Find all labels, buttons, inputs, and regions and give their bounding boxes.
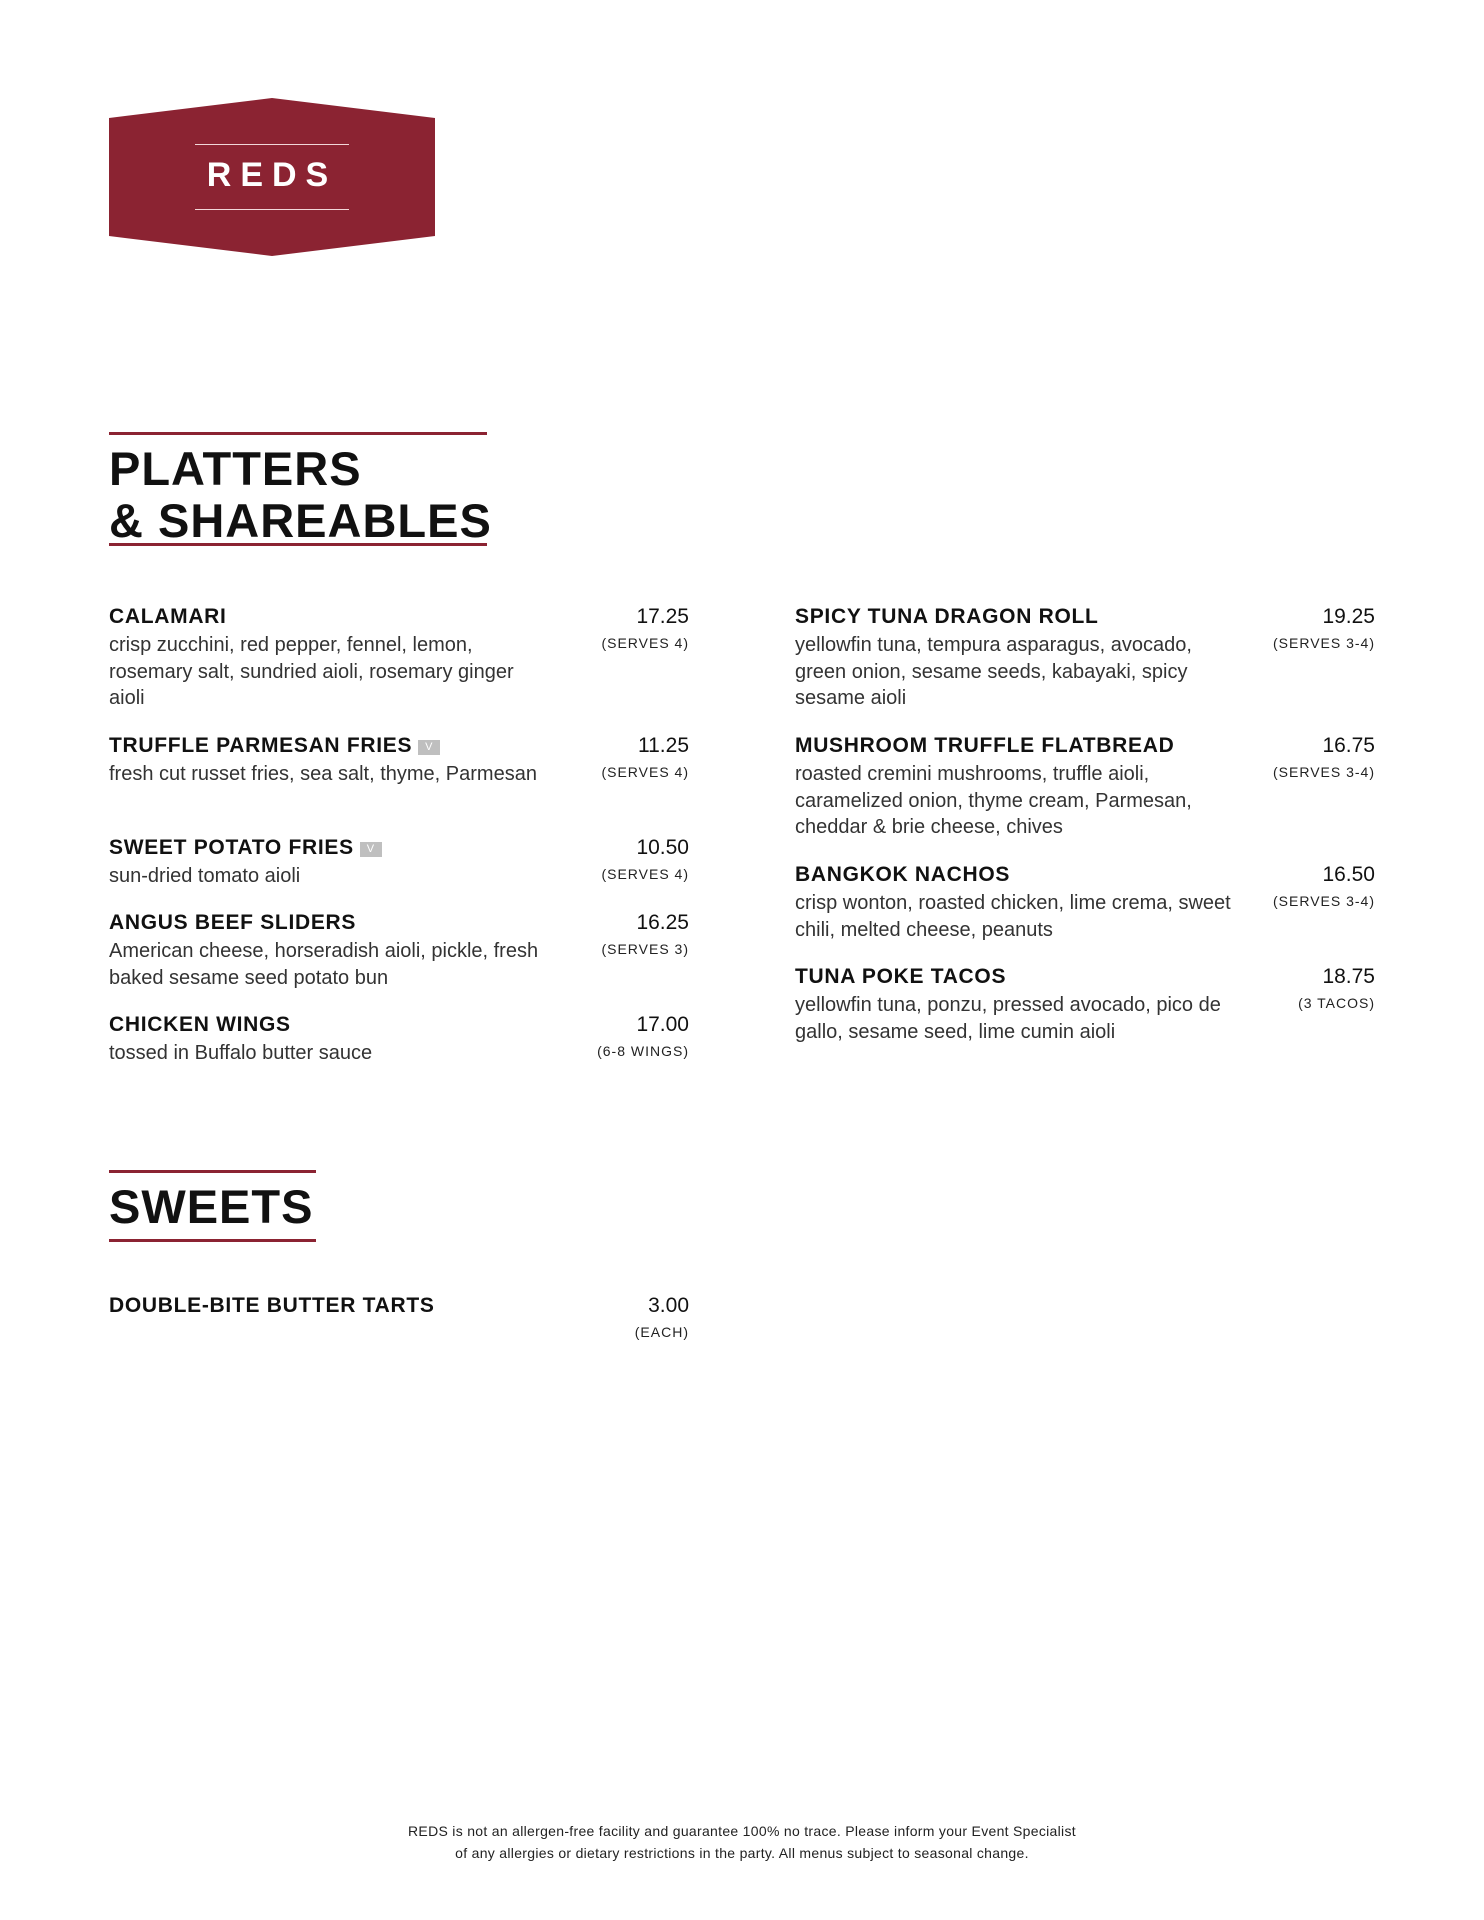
disclaimer-line: REDS is not an allergen-free facility and guarantee 100% no trace. Please inform your Event Specialist: [408, 1823, 1076, 1839]
menu-item: [795, 733, 1375, 841]
item-price: 16.75: [1322, 734, 1375, 757]
menu-item: [109, 1012, 689, 1067]
item-price: 16.25: [636, 911, 689, 934]
item-description: crisp wonton, roasted chicken, lime crema, sweet chili, melted cheese, peanuts: [795, 892, 1231, 941]
item-serving-note: (SERVES 3-4): [1273, 635, 1375, 651]
section-title-line: PLATTERS: [109, 442, 362, 495]
item-serving-note: (SERVES 3-4): [1273, 893, 1375, 909]
item-description: roasted cremini mushrooms, truffle aioli, caramelized onion, thyme cream, Parmesan, cheddar & brie cheese, chives: [795, 763, 1192, 838]
platters-left-column: [109, 604, 689, 1074]
item-name: TRUFFLE PARMESAN FRIES: [109, 734, 413, 757]
item-name-row: [109, 835, 689, 861]
item-price: 17.00: [636, 1013, 689, 1036]
item-description: yellowfin tuna, ponzu, pressed avocado, pico de gallo, sesame seed, lime cumin aioli: [795, 994, 1221, 1043]
item-description: fresh cut russet fries, sea salt, thyme, Parmesan: [109, 763, 537, 785]
section-title-platters: [109, 432, 492, 547]
item-name: DOUBLE-BITE BUTTER TARTS: [109, 1294, 435, 1317]
item-name: SPICY TUNA DRAGON ROLL: [795, 605, 1099, 628]
item-serving-note: (SERVES 3): [601, 941, 689, 957]
item-description: sun-dried tomato aioli: [109, 865, 301, 887]
menu-item: [109, 1293, 689, 1340]
menu-item: [795, 862, 1375, 943]
item-name: CHICKEN WINGS: [109, 1013, 291, 1036]
allergen-disclaimer: [0, 1820, 1484, 1864]
item-description: tossed in Buffalo butter sauce: [109, 1042, 373, 1064]
logo-top-rule: [195, 144, 349, 145]
item-price: 16.50: [1322, 863, 1375, 886]
item-price: 3.00: [648, 1294, 689, 1317]
item-price: 18.75: [1322, 965, 1375, 988]
menu-item: [795, 604, 1375, 712]
item-name: MUSHROOM TRUFFLE FLATBREAD: [795, 734, 1175, 757]
item-description: yellowfin tuna, tempura asparagus, avocado, green onion, sesame seeds, kabayaki, spicy sesame aioli: [795, 634, 1192, 709]
item-name: TUNA POKE TACOS: [795, 965, 1007, 988]
vegetarian-badge: V: [360, 842, 382, 857]
item-name-row: [109, 733, 689, 759]
item-price: 19.25: [1322, 605, 1375, 628]
item-description: American cheese, horseradish aioli, pickle, fresh baked sesame seed potato bun: [109, 940, 539, 989]
disclaimer-line: of any allergies or dietary restrictions in the party. All menus subject to seasonal change.: [455, 1845, 1029, 1861]
reds-logo: [109, 98, 435, 256]
item-name: CALAMARI: [109, 605, 227, 628]
platters-right-column: [795, 604, 1375, 1044]
section-title-line: SWEETS: [109, 1180, 314, 1233]
section-title-sweets: [109, 1170, 316, 1242]
logo-bottom-rule: [195, 209, 349, 210]
item-serving-note: (SERVES 4): [601, 635, 689, 651]
menu-item: [109, 733, 689, 788]
item-serving-note: (SERVES 3-4): [1273, 764, 1375, 780]
menu-item: [109, 835, 689, 890]
item-name: BANGKOK NACHOS: [795, 863, 1011, 886]
section-title-line: & SHAREABLES: [109, 494, 492, 547]
item-serving-note: (SERVES 4): [601, 866, 689, 882]
item-price: 11.25: [638, 734, 689, 757]
menu-item: [109, 910, 689, 991]
menu-item: [795, 964, 1375, 1045]
item-name: SWEET POTATO FRIES: [109, 836, 354, 859]
item-price: 10.50: [636, 836, 689, 859]
item-name: ANGUS BEEF SLIDERS: [109, 911, 357, 934]
item-price: 17.25: [636, 605, 689, 628]
item-serving-note: (6-8 WINGS): [597, 1043, 689, 1059]
menu-item: [109, 604, 689, 712]
sweets-column: [109, 1293, 689, 1343]
item-serving-note: (3 TACOS): [1298, 995, 1375, 1011]
item-serving-note: (SERVES 4): [601, 764, 689, 780]
vegetarian-badge: V: [418, 740, 440, 755]
item-serving-note: (EACH): [634, 1324, 689, 1340]
logo-wordmark: REDS: [206, 156, 338, 194]
item-description: crisp zucchini, red pepper, fennel, lemon, rosemary salt, sundried aioli, rosemary ginger aioli: [109, 634, 514, 709]
